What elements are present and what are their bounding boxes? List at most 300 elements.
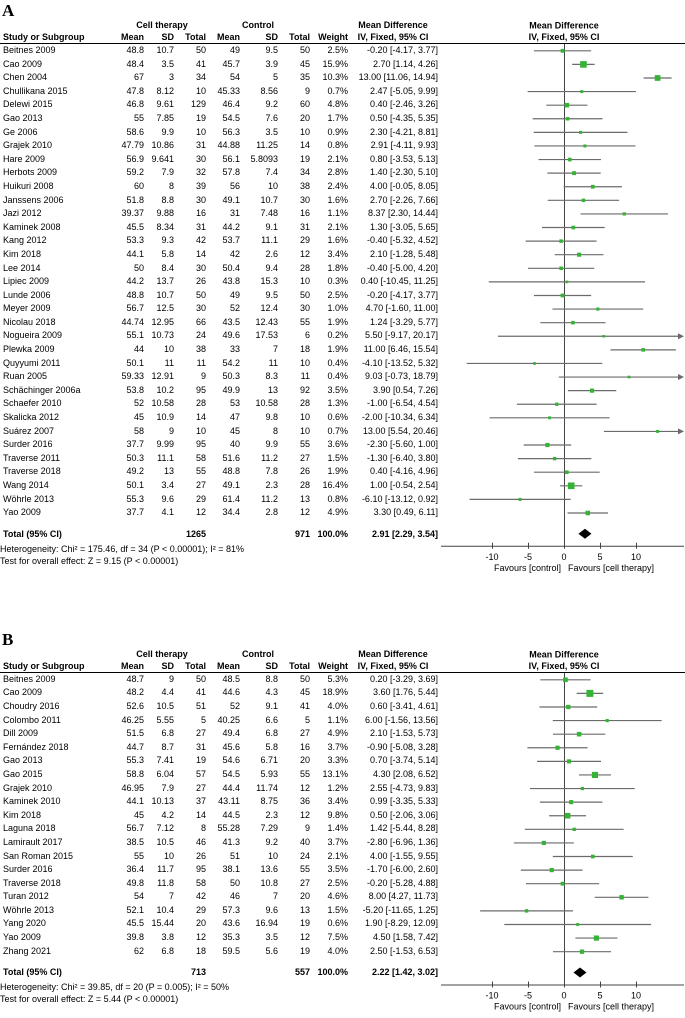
sd-cell: 10.5 bbox=[156, 700, 174, 711]
sd-cell: 7.41 bbox=[156, 755, 174, 766]
ci-text-cell: 13.00 [5.54, 20.46] bbox=[362, 425, 438, 436]
sd-cell: 5.8093 bbox=[250, 153, 278, 164]
ci-row bbox=[595, 895, 649, 899]
sd-cell: 9.2 bbox=[265, 99, 278, 110]
total-cell: 60 bbox=[299, 99, 310, 110]
total-cell: 55 bbox=[195, 466, 206, 477]
total-cell: 30 bbox=[195, 194, 206, 205]
weight-cell: 2.1% bbox=[327, 221, 348, 232]
effect-square bbox=[561, 882, 565, 886]
sd-cell: 2.3 bbox=[265, 480, 278, 490]
total-cell: 31 bbox=[195, 140, 206, 151]
mean-cell: 44.2 bbox=[126, 276, 144, 287]
total-cell: 9 bbox=[304, 85, 310, 96]
total-cell: 10 bbox=[299, 357, 310, 368]
sd-cell: 3 bbox=[168, 72, 174, 83]
sd-cell: 13.6 bbox=[260, 864, 278, 875]
sd-cell: 9.2 bbox=[265, 836, 278, 847]
total-cell: 19 bbox=[299, 945, 310, 956]
weight-cell: 1.6% bbox=[327, 235, 348, 246]
ci-row bbox=[575, 935, 617, 940]
effect-square bbox=[580, 90, 583, 93]
study-name: Choudry 2016 bbox=[3, 700, 60, 711]
ci-text-cell: -6.10 [-13.12, 0.92] bbox=[361, 493, 438, 504]
ci-row bbox=[549, 813, 586, 819]
sd-cell: 5.6 bbox=[265, 945, 278, 956]
mean-cell: 56.9 bbox=[126, 153, 144, 164]
plot-header-method: IV, Fixed, 95% CI bbox=[528, 32, 600, 42]
axis-tick-label: 5 bbox=[597, 551, 603, 562]
weight-cell: 2.5% bbox=[327, 289, 348, 300]
total-cell: 10 bbox=[195, 126, 206, 137]
mean-cell: 45 bbox=[133, 412, 144, 423]
total-cell: 31 bbox=[195, 221, 206, 232]
sd-cell: 8.4 bbox=[161, 262, 174, 273]
weight-cell: 4.9% bbox=[327, 507, 348, 518]
effect-square bbox=[566, 281, 569, 284]
effect-square bbox=[590, 389, 594, 393]
sd-cell: 10.7 bbox=[156, 289, 174, 300]
total-cell: 38 bbox=[299, 180, 310, 191]
study-name: Wöhrle 2013 bbox=[3, 904, 55, 915]
table-row bbox=[0, 493, 440, 507]
total-cell: 29 bbox=[195, 493, 206, 504]
sd-cell: 11 bbox=[164, 357, 174, 368]
total-cell: 6 bbox=[304, 330, 310, 341]
axis-tick-label: 10 bbox=[630, 990, 642, 1001]
total-cell: 24 bbox=[299, 850, 310, 861]
spacer bbox=[310, 20, 348, 31]
mean-cell: 44.88 bbox=[217, 140, 240, 151]
study-name: Kaminek 2010 bbox=[3, 796, 61, 807]
ci-text-cell: 1.42 [-5.44, 8.28] bbox=[369, 823, 438, 834]
table-row bbox=[0, 397, 440, 411]
weight-cell: 0.9% bbox=[327, 126, 348, 137]
ci-text-cell: 0.80 [-3.53, 5.13] bbox=[369, 153, 438, 164]
table-row bbox=[0, 479, 440, 493]
weight-cell: 1.4% bbox=[327, 823, 348, 834]
column-header-mean: Mean bbox=[216, 660, 240, 671]
total-cell: 92 bbox=[299, 384, 310, 395]
mean-cell: 44.6 bbox=[222, 687, 240, 698]
sd-cell: 12.95 bbox=[151, 316, 174, 327]
study-name: Chullikana 2015 bbox=[3, 85, 68, 96]
ci-text-cell: 4.00 [-1.55, 9.55] bbox=[369, 850, 438, 861]
column-header-mean-difference: Mean Difference bbox=[358, 648, 428, 659]
total-cell: 10 bbox=[299, 126, 310, 137]
effect-square bbox=[548, 416, 551, 419]
sd-cell: 12.4 bbox=[260, 303, 278, 314]
mean-cell: 38.1 bbox=[222, 864, 240, 875]
total-n-control: 971 bbox=[294, 528, 310, 539]
axis-tick-label: 0 bbox=[561, 551, 567, 562]
forest-plot bbox=[439, 2, 685, 576]
total-label: Total (95% CI) bbox=[3, 967, 62, 978]
total-cell: 19 bbox=[195, 755, 206, 766]
ci-text-cell: 0.50 [-2.06, 3.06] bbox=[369, 809, 438, 820]
study-name: Traverse 2018 bbox=[3, 877, 61, 888]
weight-cell: 3.5% bbox=[327, 384, 348, 395]
study-name: Yao 2009 bbox=[3, 932, 41, 943]
mean-cell: 57.3 bbox=[222, 904, 240, 915]
effect-square bbox=[591, 854, 595, 858]
ci-text-cell: -0.20 [-4.17, 3.77] bbox=[366, 289, 438, 300]
table-row bbox=[0, 673, 440, 687]
effect-square bbox=[579, 131, 582, 134]
total-cell: 38 bbox=[195, 344, 206, 355]
study-name: Kim 2018 bbox=[3, 809, 42, 820]
table-row bbox=[0, 425, 440, 439]
study-name: Turan 2012 bbox=[3, 891, 49, 902]
effect-square bbox=[533, 362, 536, 365]
total-cell: 9 bbox=[304, 823, 310, 834]
total-cell: 41 bbox=[195, 687, 206, 698]
total-cell: 29 bbox=[195, 904, 206, 915]
total-cell: 12 bbox=[299, 932, 310, 943]
table-row bbox=[0, 139, 440, 153]
mean-cell: 52.6 bbox=[126, 700, 144, 711]
column-header-row bbox=[0, 660, 440, 672]
effect-square bbox=[567, 759, 571, 763]
mean-cell: 55.3 bbox=[126, 493, 144, 504]
group-header-cell-therapy: Cell therapy bbox=[136, 648, 188, 659]
sd-cell: 10.8 bbox=[260, 877, 278, 888]
study-name: Cao 2009 bbox=[3, 687, 43, 698]
sd-cell: 7 bbox=[168, 891, 174, 902]
sd-cell: 11.2 bbox=[261, 452, 278, 463]
favours-control-label: Favours [control] bbox=[493, 1001, 561, 1012]
mean-cell: 50 bbox=[229, 877, 240, 888]
mean-cell: 44.7 bbox=[126, 741, 144, 752]
ci-text-cell: 3.60 [1.76, 5.44] bbox=[372, 687, 438, 698]
total-cell: 18 bbox=[195, 945, 206, 956]
effect-square bbox=[561, 49, 565, 53]
ci-text-cell: 4.50 [1.58, 7.42] bbox=[372, 932, 438, 943]
study-name: Yang 2020 bbox=[3, 918, 46, 929]
total-cell: 57 bbox=[195, 768, 206, 779]
effect-square bbox=[583, 144, 586, 147]
table-row bbox=[0, 686, 440, 700]
total-cell: 5 bbox=[200, 714, 206, 725]
ci-text-cell: 13.00 [11.06, 14.94] bbox=[358, 72, 438, 83]
ci-text-cell: 0.60 [-3.41, 4.61] bbox=[369, 700, 438, 711]
total-cell: 55 bbox=[299, 768, 310, 779]
mean-cell: 44.4 bbox=[222, 782, 240, 793]
ci-text-cell: -2.80 [-6.96, 1.36] bbox=[366, 836, 438, 847]
group-header-cell-therapy: Cell therapy bbox=[136, 20, 188, 30]
total-cell: 19 bbox=[299, 918, 310, 929]
total-cell: 18 bbox=[299, 344, 310, 355]
mean-cell: 51 bbox=[229, 850, 240, 861]
total-cell: 8 bbox=[200, 823, 206, 834]
total-cell: 28 bbox=[299, 398, 310, 409]
column-header-mean: Mean bbox=[120, 32, 144, 42]
axis-tick-label: -10 bbox=[485, 990, 499, 1001]
sd-cell: 9.9 bbox=[265, 439, 278, 450]
total-diamond bbox=[573, 967, 586, 977]
study-name: Wöhrle 2013 bbox=[3, 493, 55, 504]
total-cell: 41 bbox=[299, 700, 310, 711]
sd-cell: 9.6 bbox=[161, 493, 174, 504]
effect-square bbox=[585, 511, 590, 516]
sd-cell: 10.7 bbox=[156, 45, 174, 55]
ci-row bbox=[534, 49, 591, 53]
study-name: Plewka 2009 bbox=[3, 344, 55, 355]
table-row bbox=[0, 58, 440, 72]
ci-row bbox=[539, 705, 597, 709]
table-row bbox=[0, 329, 440, 343]
sd-cell: 17.53 bbox=[255, 330, 278, 341]
effect-square bbox=[602, 335, 605, 338]
total-cell: 31 bbox=[299, 221, 310, 232]
effect-square bbox=[576, 923, 579, 926]
ci-row bbox=[534, 144, 635, 147]
ci-text-cell: 1.00 [-0.54, 2.54] bbox=[369, 480, 438, 490]
effect-square bbox=[561, 294, 565, 298]
effect-square bbox=[571, 321, 575, 325]
weight-cell: 18.9% bbox=[322, 687, 348, 698]
ci-text-cell: 1.30 [-3.05, 5.65] bbox=[369, 221, 438, 232]
table-row bbox=[0, 700, 440, 714]
total-cell: 5 bbox=[304, 714, 310, 725]
ci-row bbox=[568, 389, 616, 393]
total-cell: 20 bbox=[299, 755, 310, 766]
study-name: Fernández 2018 bbox=[3, 741, 69, 752]
total-cell: 19 bbox=[195, 112, 206, 123]
mean-cell: 59.33 bbox=[121, 371, 144, 382]
sd-cell: 10.58 bbox=[255, 398, 278, 409]
table-row bbox=[0, 945, 440, 959]
mean-cell: 54.2 bbox=[222, 357, 240, 368]
ci-text-cell: -0.40 [-5.00, 4.20] bbox=[366, 262, 438, 273]
ci-row bbox=[518, 457, 591, 460]
table-row bbox=[0, 904, 440, 918]
weight-cell: 3.3% bbox=[327, 755, 348, 766]
weight-cell: 16.4% bbox=[322, 480, 348, 490]
study-name: Ge 2006 bbox=[3, 126, 38, 137]
ci-row bbox=[564, 185, 622, 189]
sd-cell: 5.8 bbox=[161, 248, 174, 259]
mean-cell: 45.5 bbox=[126, 221, 144, 232]
sd-cell: 7.48 bbox=[260, 208, 278, 219]
ci-row bbox=[553, 719, 662, 722]
ci-text-cell: 5.50 [-9.17, 20.17] bbox=[364, 330, 438, 341]
sd-cell: 9.6 bbox=[265, 904, 278, 915]
study-name: Chen 2004 bbox=[3, 72, 48, 83]
sd-cell: 11 bbox=[268, 357, 278, 368]
sd-cell: 15.44 bbox=[151, 918, 174, 929]
effect-square bbox=[568, 482, 575, 489]
sd-cell: 6.8 bbox=[161, 728, 174, 739]
mean-cell: 44 bbox=[133, 344, 144, 355]
total-cell: 50 bbox=[195, 673, 206, 684]
sd-cell: 7.9 bbox=[161, 782, 174, 793]
table-row bbox=[0, 85, 440, 99]
effect-square bbox=[577, 732, 582, 737]
sd-cell: 8.34 bbox=[156, 221, 174, 232]
mean-cell: 59.2 bbox=[126, 167, 144, 178]
table-row bbox=[0, 289, 440, 303]
effect-square bbox=[606, 719, 609, 722]
effect-square bbox=[592, 772, 598, 778]
mean-cell: 50.4 bbox=[222, 262, 240, 273]
sd-cell: 9.3 bbox=[161, 235, 174, 246]
mean-cell: 58 bbox=[133, 425, 144, 436]
total-cell: 12 bbox=[299, 507, 310, 518]
weight-cell: 1.9% bbox=[327, 344, 348, 355]
sd-cell: 8.8 bbox=[265, 673, 278, 684]
effect-square bbox=[553, 457, 556, 460]
sd-cell: 4.1 bbox=[161, 507, 174, 518]
effect-square bbox=[581, 787, 584, 790]
effect-square bbox=[582, 199, 585, 202]
table-row bbox=[0, 931, 440, 945]
column-header-row bbox=[0, 31, 440, 43]
weight-cell: 3.7% bbox=[327, 836, 348, 847]
sd-cell: 10 bbox=[267, 180, 278, 191]
mean-cell: 45.33 bbox=[217, 85, 240, 96]
sd-cell: 6.71 bbox=[260, 755, 278, 766]
weight-cell: 4.6% bbox=[327, 891, 348, 902]
axis-tick-label: -10 bbox=[485, 551, 499, 562]
sd-cell: 8.75 bbox=[260, 796, 278, 807]
mean-cell: 50.3 bbox=[126, 452, 144, 463]
favours-control-label: Favours [control] bbox=[493, 562, 561, 573]
sd-cell: 7 bbox=[272, 344, 278, 355]
table-row bbox=[0, 221, 440, 235]
table-row bbox=[0, 727, 440, 741]
mean-cell: 56.1 bbox=[222, 153, 240, 164]
study-name: Traverse 2011 bbox=[3, 452, 61, 463]
mean-cell: 55.28 bbox=[217, 823, 240, 834]
mean-cell: 46.8 bbox=[126, 99, 144, 110]
effect-square bbox=[545, 443, 549, 447]
total-cell: 55 bbox=[299, 864, 310, 875]
weight-cell: 4.9% bbox=[327, 728, 348, 739]
ci-text-cell: 4.30 [2.08, 6.52] bbox=[372, 768, 438, 779]
ci-text-cell: -2.30 [-5.60, 1.00] bbox=[366, 439, 438, 450]
total-weight: 100.0% bbox=[317, 967, 348, 978]
sd-cell: 7.6 bbox=[265, 112, 278, 123]
sd-cell: 3.8 bbox=[161, 932, 174, 943]
effect-square bbox=[628, 376, 631, 379]
effect-square bbox=[555, 403, 558, 406]
study-name: Quyyumi 2011 bbox=[3, 357, 61, 368]
table-row bbox=[0, 316, 440, 330]
table-row bbox=[0, 71, 440, 85]
sd-cell: 10 bbox=[267, 850, 278, 861]
ci-row bbox=[537, 759, 601, 763]
column-header-study: Study or Subgroup bbox=[3, 660, 85, 671]
plot-header-mean-difference: Mean Difference bbox=[529, 20, 599, 31]
total-cell: 24 bbox=[195, 330, 206, 341]
group-header-row bbox=[0, 20, 440, 31]
column-header-total: Total bbox=[185, 660, 206, 671]
column-header-mean: Mean bbox=[216, 32, 240, 42]
sd-cell: 13 bbox=[163, 466, 174, 477]
mean-cell: 56.7 bbox=[126, 303, 144, 314]
mean-cell: 43.6 bbox=[222, 918, 240, 929]
mean-cell: 50.3 bbox=[222, 371, 240, 382]
ci-text-cell: 0.20 [-3.29, 3.69] bbox=[369, 673, 438, 684]
mean-cell: 58.8 bbox=[126, 768, 144, 779]
mean-cell: 55.1 bbox=[126, 330, 144, 341]
total-cell: 12 bbox=[299, 809, 310, 820]
total-cell: 129 bbox=[190, 99, 206, 110]
ci-row bbox=[521, 868, 583, 872]
sd-cell: 6.6 bbox=[265, 714, 278, 725]
total-cell: 95 bbox=[195, 384, 206, 395]
sd-cell: 8 bbox=[168, 180, 174, 191]
mean-cell: 43.11 bbox=[218, 796, 240, 807]
ci-text-cell: 2.70 [-2.26, 7.66] bbox=[369, 194, 438, 205]
sd-cell: 9.5 bbox=[265, 45, 278, 55]
study-name: Grajek 2010 bbox=[3, 782, 53, 793]
ci-text-cell: 2.91 [-4.11, 9.93] bbox=[370, 140, 438, 151]
ci-row bbox=[528, 90, 636, 93]
sd-cell: 12.91 bbox=[151, 371, 174, 382]
table-row bbox=[0, 357, 440, 371]
overall-effect-text: Test for overall effect: Z = 9.15 (P < 0.00001) bbox=[0, 555, 179, 566]
ci-row bbox=[604, 428, 684, 434]
effect-square bbox=[580, 949, 584, 953]
ci-row bbox=[553, 949, 611, 953]
ci-text-cell: 2.10 [-1.53, 5.73] bbox=[369, 728, 438, 739]
sd-cell: 10.86 bbox=[151, 140, 174, 151]
sd-cell: 12.43 bbox=[255, 316, 278, 327]
sd-cell: 15.3 bbox=[260, 276, 278, 287]
ci-row bbox=[533, 117, 603, 120]
total-cell: 37 bbox=[195, 796, 206, 807]
total-cell: 58 bbox=[195, 877, 206, 888]
sd-cell: 9.88 bbox=[156, 208, 174, 219]
sd-cell: 9.8 bbox=[265, 412, 278, 423]
mean-cell: 48.8 bbox=[126, 45, 144, 55]
favours-cell-therapy-label: Favours [cell therapy] bbox=[568, 1001, 655, 1012]
ci-text-cell: 6.00 [-1.56, 13.56] bbox=[364, 714, 438, 725]
ci-row bbox=[548, 199, 619, 202]
weight-cell: 0.3% bbox=[327, 276, 348, 287]
table-row bbox=[0, 44, 440, 58]
mean-cell: 49.8 bbox=[126, 877, 144, 888]
mean-cell: 49.4 bbox=[222, 728, 240, 739]
total-cell: 28 bbox=[195, 398, 206, 409]
sd-cell: 4.3 bbox=[265, 687, 278, 698]
ci-row bbox=[540, 677, 590, 682]
plot-header-method: IV, Fixed, 95% CI bbox=[528, 660, 600, 671]
sd-cell: 7.29 bbox=[260, 823, 278, 834]
mean-cell: 42 bbox=[229, 248, 240, 259]
mean-cell: 45 bbox=[133, 809, 144, 820]
sd-cell: 10.13 bbox=[151, 796, 174, 807]
ci-text-cell: 2.30 [-4.21, 8.81] bbox=[369, 126, 438, 137]
mean-cell: 50.1 bbox=[126, 357, 144, 368]
weight-cell: 3.5% bbox=[327, 864, 348, 875]
mean-cell: 45.6 bbox=[222, 741, 240, 752]
table-row bbox=[0, 782, 440, 796]
table-row bbox=[0, 234, 440, 248]
spacer bbox=[310, 649, 348, 660]
study-name: Gao 2013 bbox=[3, 755, 43, 766]
weight-cell: 7.5% bbox=[327, 932, 348, 943]
study-name: Nicolau 2018 bbox=[3, 316, 56, 327]
mean-cell: 45.5 bbox=[126, 918, 144, 929]
effect-square bbox=[566, 117, 569, 120]
mean-cell: 54.5 bbox=[222, 112, 240, 123]
total-cell: 12 bbox=[195, 507, 206, 518]
ci-row bbox=[534, 294, 591, 298]
mean-cell: 44.2 bbox=[222, 221, 240, 232]
